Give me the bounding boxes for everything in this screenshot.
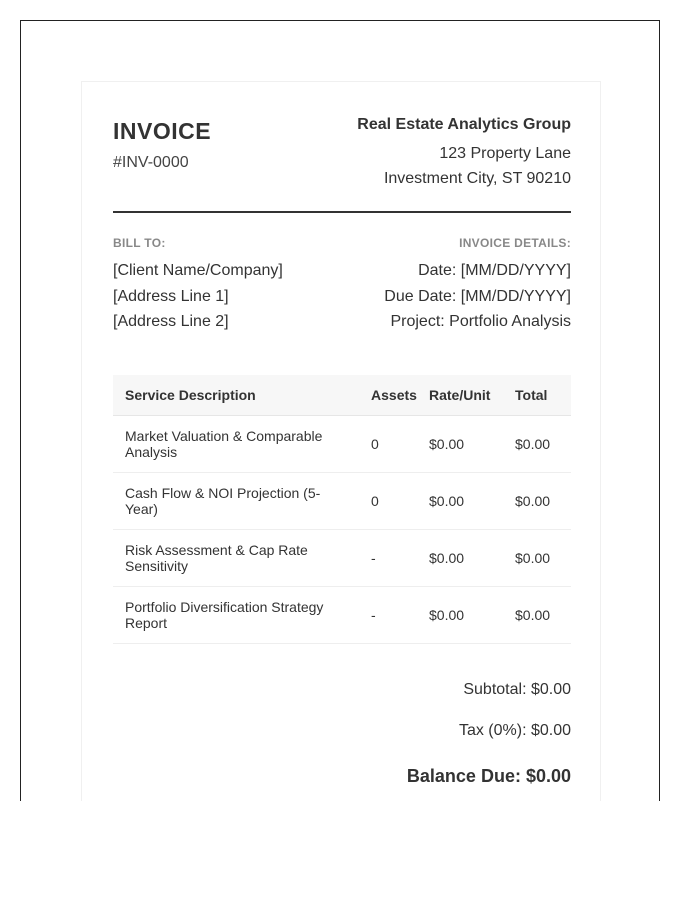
row-description: Portfolio Diversification Strategy Report (113, 587, 359, 644)
invoice-details-label: INVOICE DETAILS: (459, 236, 571, 250)
row-description: Market Valuation & Comparable Analysis (113, 416, 359, 473)
row-rate: $0.00 (429, 587, 515, 644)
company-address-line1: 123 Property Lane (439, 145, 571, 162)
table-row (113, 530, 571, 587)
invoice-details (384, 236, 571, 335)
invoice-title: INVOICE (113, 118, 212, 144)
row-assets: - (371, 607, 376, 623)
invoice-number: #INV-0000 (113, 154, 189, 171)
row-total: $0.00 (515, 530, 571, 587)
table-row (113, 416, 571, 473)
table-row (113, 587, 571, 644)
invoice-due-date: Due Date: [MM/DD/YYYY] (384, 287, 571, 305)
billing-section (113, 213, 571, 375)
header-rate-unit: Rate/Unit (429, 375, 515, 416)
bill-to-label: BILL TO: (113, 236, 166, 250)
client-name: [Client Name/Company] (113, 262, 283, 279)
invoice-project: Project: Portfolio Analysis (390, 313, 571, 330)
row-assets: 0 (371, 493, 379, 509)
company-info (357, 115, 571, 191)
row-total: $0.00 (515, 473, 571, 530)
row-description: Cash Flow & NOI Projection (5-Year) (113, 473, 359, 530)
company-address-line2: Investment City, ST 90210 (383, 170, 571, 187)
table-header-row (113, 375, 571, 416)
row-rate: $0.00 (429, 530, 515, 587)
subtotal: Subtotal: $0.00 (463, 681, 571, 698)
client-address-line1: [Address Line 1] (113, 287, 229, 305)
tax: Tax (0%): $0.00 (458, 722, 571, 739)
row-rate: $0.00 (429, 473, 515, 530)
table-row (113, 473, 571, 530)
row-total: $0.00 (515, 416, 571, 473)
invoice-page (81, 81, 601, 801)
header-assets: Assets (359, 375, 429, 416)
header-service-description: Service Description (113, 375, 359, 416)
row-assets: 0 (371, 436, 379, 452)
header-total: Total (515, 375, 571, 416)
bill-to (113, 236, 283, 335)
row-description: Risk Assessment & Cap Rate Sensitivity (113, 530, 359, 587)
row-rate: $0.00 (429, 416, 515, 473)
services-table (113, 375, 571, 644)
company-name: Real Estate Analytics Group (357, 116, 571, 133)
totals-section (113, 680, 571, 787)
row-total: $0.00 (515, 587, 571, 644)
row-assets: - (371, 550, 376, 566)
invoice-content (113, 82, 571, 787)
invoice-header (113, 82, 571, 213)
client-address-line2: [Address Line 2] (113, 313, 229, 330)
balance-due: Balance Due: $0.00 (406, 766, 571, 786)
invoice-date: Date: [MM/DD/YYYY] (418, 262, 571, 279)
